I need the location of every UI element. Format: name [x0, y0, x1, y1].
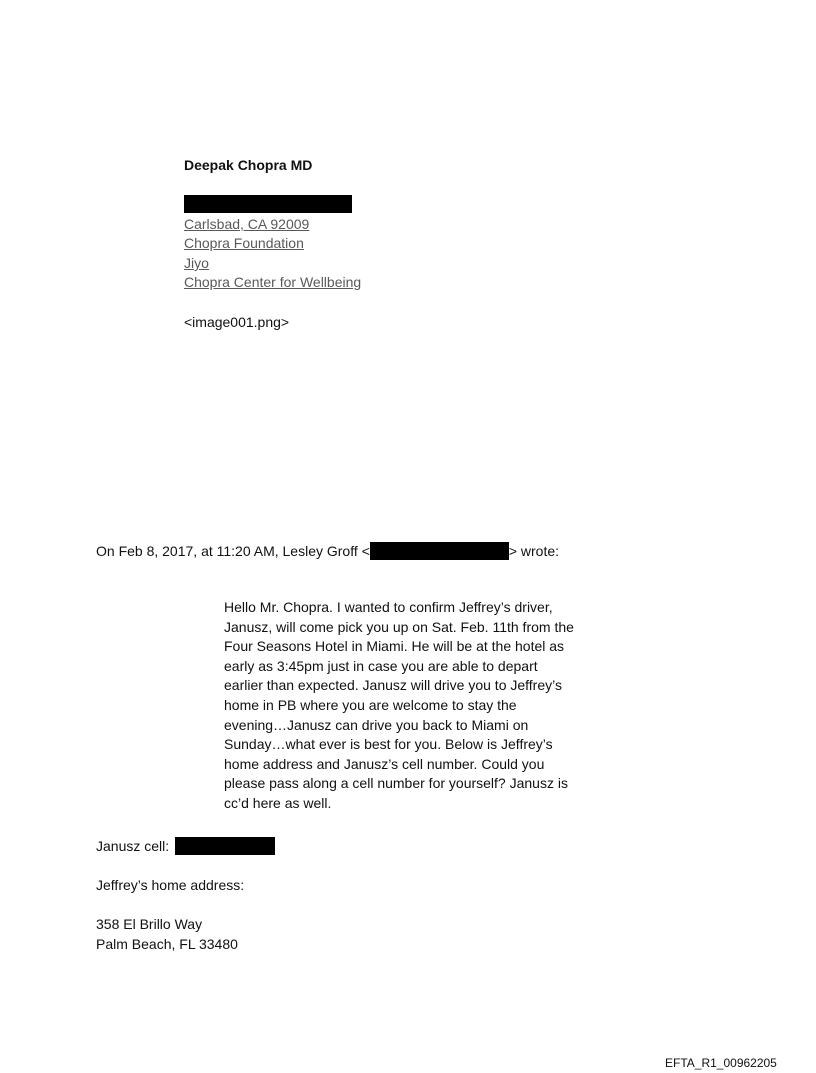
message-line: Sunday…what ever is best for you. Below is Jeffrey’s	[224, 736, 553, 753]
phone-redaction	[175, 837, 275, 855]
message-line: home address and Janusz’s cell number. Could you	[224, 755, 545, 772]
quote-header	[96, 542, 559, 562]
message-line: cc’d here as well.	[224, 794, 332, 811]
quote-header-suffix: > wrote:	[508, 543, 560, 559]
message-body	[224, 598, 594, 814]
message-line: evening…Janusz can drive you back to Miami on	[224, 716, 529, 733]
message-line: earlier than expected. Janusz will drive you to Jeffrey’s	[224, 677, 562, 694]
message-line: Hello Mr. Chopra. I wanted to confirm Jeffrey’s driver,	[224, 599, 553, 615]
message-line: please pass along a cell number for yourself? Janusz is	[224, 775, 568, 792]
chopra-center-link[interactable]: Chopra Center for Wellbeing	[184, 274, 362, 290]
message-line: Janusz, will come pick you up on Sat. Feb. 11th from the	[224, 618, 574, 635]
address-line-1: 358 El Brillo Way	[96, 916, 203, 932]
message-line: home in PB where you are welcome to stay the	[224, 696, 517, 713]
attachment-placeholder: <image001.png>	[184, 314, 290, 330]
janusz-cell-label: Janusz cell:	[96, 838, 170, 854]
document-id: EFTA_R1_00962205	[665, 1056, 777, 1070]
email-redaction	[370, 542, 509, 560]
home-address-label: Jeffrey’s home address:	[96, 877, 245, 893]
address-line-2: Palm Beach, FL 33480	[96, 936, 238, 952]
address-city-link[interactable]: Carlsbad, CA 92009	[184, 216, 310, 232]
message-line: early as 3:45pm just in case you are able to depart	[224, 657, 538, 674]
chopra-foundation-link[interactable]: Chopra Foundation	[184, 235, 304, 251]
signature-name: Deepak Chopra MD	[184, 157, 313, 173]
jiyo-link[interactable]: Jiyo	[184, 255, 209, 271]
message-line: Four Seasons Hotel in Miami. He will be at the hotel as	[224, 638, 565, 655]
quote-header-prefix: On Feb 8, 2017, at 11:20 AM, Lesley Groff <	[96, 543, 370, 559]
redaction-bar	[184, 195, 352, 213]
